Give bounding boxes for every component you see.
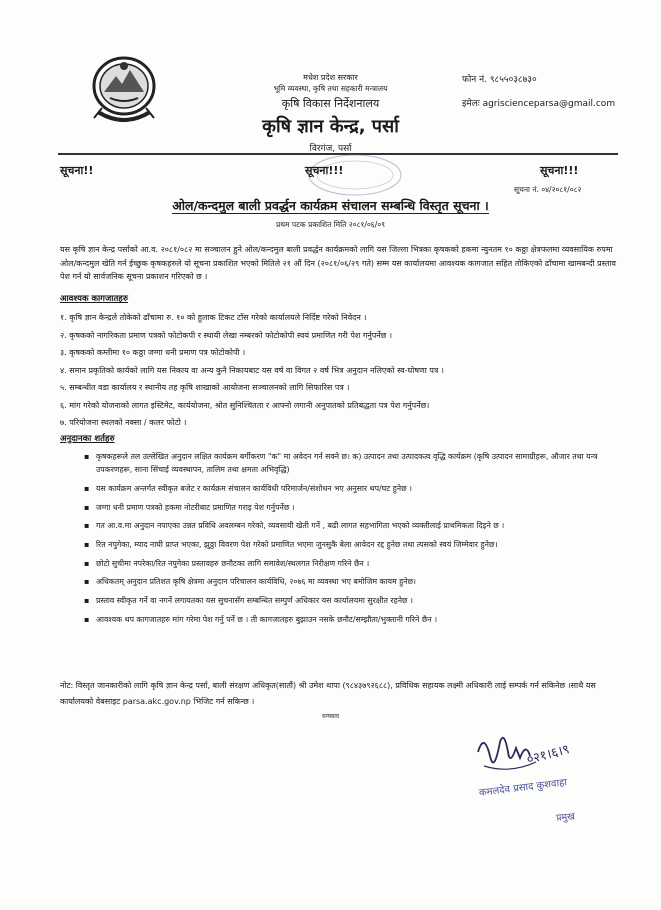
notice-heading-left: सूचना!! [60,164,94,177]
notice-heading-right: सूचना!!! [540,164,579,177]
document-item: ३. कृषकको कम्तीमा १० कठ्ठा जग्गा धनी प्रमाण पत्र फोटोकोपी । [60,348,246,357]
document-item: ६. मांग गरेको योजनाको लागत इस्टिमेट, कार्ययोजना, श्रोत सुनिश्चितता र आफ्नो लगानी अनुपातको प्रतिबद्धता पत्र पेश गर्नुपर्नेछ। [60,400,430,410]
document-item: ४. समान प्रकृतिको कार्यको लागि यस निकाय वा अन्य कुनै निकायबाट यस वर्ष वा विगत २ वर्ष भित्र अनुदान नलिएको स्व-घोषणा पत्र । [60,365,444,375]
condition-item: ▪ गत आ.व.मा अनुदान नपाएका उन्नत प्रविधि अवलम्बन गरेको, व्यवसायी खेती गर्ने , बढी लागत सहभागिता भएको व्यक्तीलाई प्राथमिकता दिइने छ । [84,519,620,532]
phone-number: फोन नं. ९८५५०३८७३० [462,75,537,85]
notice-title-text: ओल/कन्दमुल बाली प्रवर्द्धन कार्यक्रम संचालन सम्बन्धि विस्तृत सूचना । [172,198,489,213]
intro-paragraph: यस कृषि ज्ञान केन्द्र पर्साको आ.व. २०८१/०८२ मा सञ्चालन हुने ओल/कन्दमुल बाली प्रवर्द्धन कार्यक्रमको लागि यस जिल्ला भित्रका कृषकको हकमा न्युनतम १० कठ्ठा क्षेत्रफलमा व्यवसायिक रुपमा ओल/कन्दमुल खेति गर्न ईच्छुक कृषकहरुले यो सूचना प्रकाशित भएको मितिले २१ औं दिन (२०८१/०६/२९ गते) सम्म यस कार्यालयमा आवश्यक कागजात सहित तोकिएको ढाँचामा खामबन्दी प्रस्ताव पेश गर्न यो सार्वजनिक सूचना प्रकाशन गरिएको छ । [60,245,616,281]
signatory-name: कमलदेव प्रसाद कुशवाहा [478,777,568,799]
condition-item: ▪ प्रस्ताव स्वीकृत गर्ने वा नगर्ने लगायतका यस सुचनासँग सम्बन्धित सम्पुर्ण अधिकार यस कार्यालयमा सुरक्षीत रहनेछ । [84,594,620,607]
signatory-role: प्रमुख [555,811,576,824]
notice-heading-center: सूचना!!! [305,164,344,177]
org-directorate: कृषि विकास निर्देशनालय [281,97,380,110]
condition-item: ▪ रित नपुगेका, म्याद नाघी प्राप्त भएका, झुठ्ठा विवरण पेश गरेको प्रमाणित भएमा जुनसुकै बेला आवेदन रद्द हुनेछ तथा त्यसको स्वयं जिम्मेवार हुनेछ। [84,538,620,551]
org-office-name: कृषि ज्ञान केन्द्र, पर्सा [262,116,399,137]
document-item: १. कृषि ज्ञान केन्द्रले तोकेको ढाँचामा रु. १० को हुलाक टिकट टाँस गरेको कार्यालयले निर्दिष्ट गरेको निवेदन । [60,313,367,322]
documents-heading: आवश्यक कागजातहरु [60,294,128,304]
condition-item: ▪ छोटो सुचीमा नपरेका/रित नपुगेका प्रस्तावहरु छनौटका लागि समावेश/स्थलगत निरीक्षण गरिने छैन । [84,557,620,570]
contact-note: नोट: विस्तृत जानकारीको लागि कृषि ज्ञान केन्द्र पर्सा, बाली संरक्षण अधिकृत(सातौं) श्री उमेश थापा (९८४३७९२६८८), प्रविधिक सहायक लक्ष्मी अधिकारी लाई सम्पर्क गर्न सकिनेछ ।साथै यस कार्यालयको वेबसाइट parsa.akc.gov.np भिजिट गर्न सकिन्छ । [60,681,596,706]
email-address: इमेलः agriscienceparsa@gmail.com [462,99,616,109]
conditions-heading: अनुदानका शर्तहरु [60,434,115,444]
notice-number: सूचना नं. ०४/२०८१/०८२ [514,185,582,194]
document-item: ७. परियोजना स्थलको नक्सा / कलर फोटो । [60,418,187,427]
documents-list [60,310,620,433]
org-address: विरगंज, पर्सा [309,144,352,154]
condition-item: ▪ जग्गा धनी प्रमाण पत्रको हकमा नोटरीबाट प्रमाणित गराइ पेश गर्नुपर्नेछ । [84,501,620,514]
document-item: ५. सम्बन्धीत वडा कार्यालय र स्थानीय तह कृषि शाखाको आयोजना सञ्चालनको लागि सिफारिस पत्र । [60,383,350,392]
conditions-list [84,450,620,632]
document-item: २. कृषकको नागरिकता प्रमाण पत्रको फोटोकपी र स्थायी लेखा नम्बरको फोटोकोपी स्वयं प्रमाणित गरी पेश गर्नुपर्नेछ । [60,330,392,340]
org-government: मधेश प्रदेश सरकार [303,73,358,82]
condition-item: ▪ यस कार्यक्रम अन्तर्गत स्वीकृत बजेट र कार्यक्रम संचालन कार्यविधी परिमार्जन/संशोधन भए अनुसार थप/घट हुनेछ । [84,482,620,495]
condition-item: ▪ कृषकहरूले तल उल्लेखित अनुदान लक्षित कार्यक्रम बर्गीकरण "क" मा अवेदन गर्न सक्ने छ। क) उत्पादन तथा उत्पादकत्व वृद्धि कार्यक्रम (कृषि उत्पादन सामाग्रीहरू, औजार तथा यन्त्र उपकरणहरू, साना सिंचाई व्यवस्थापन, तालिम तथा क्षमता अभिवृद्धि) [84,450,620,476]
signature-date: ०२१।६।९ [525,742,572,768]
condition-item: ▪ आवश्यक थप कागजातहरु मांग गरेमा पेश गर्नु पर्ने छ । ती कागजातहरु बुझाउन नसके छनौट/सम्झौता/भुक्तानी गरिने छैन । [84,613,620,626]
org-ministry: भूमि व्यवस्था, कृषि तथा सहकारी मन्त्रालय [273,84,388,93]
thanks-text: धन्यवाद [321,713,340,720]
publication-date: प्रथम पटक प्रकाशित मिति २०८१/०६/०९ [275,220,386,229]
notice-title [0,197,661,214]
condition-item: ▪ अधिकतम् अनुदान प्रतिशत कृषि क्षेत्रमा अनुदान परिचालन कार्यविधि, २०७६ मा व्यवस्था भए बमोजिम कायम हुनेछ। [84,575,620,588]
